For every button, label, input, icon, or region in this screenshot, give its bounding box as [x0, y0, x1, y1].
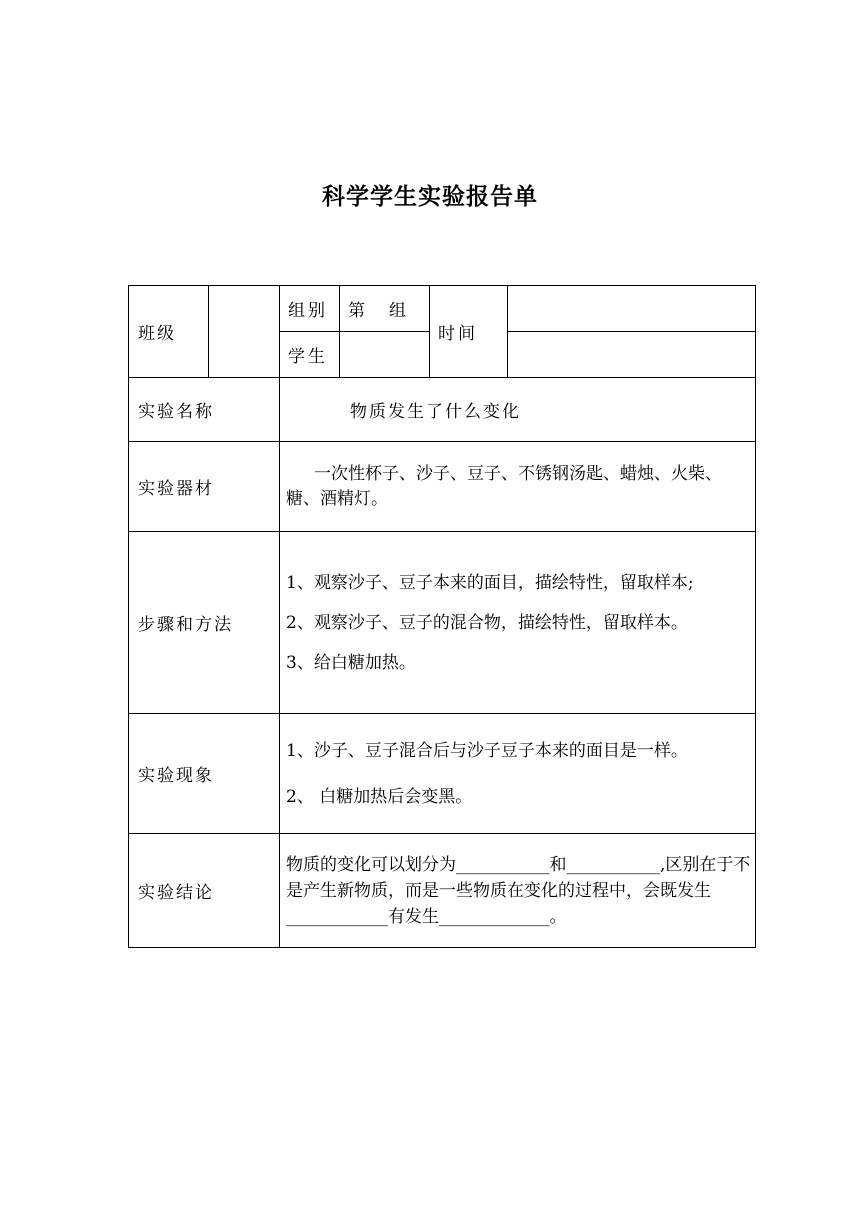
step-item: 1、观察沙子、豆子本来的面目，描绘特性，留取样本; — [286, 572, 694, 593]
student-value-field[interactable] — [340, 332, 430, 378]
time-value-field-2[interactable] — [508, 332, 756, 378]
phenomenon-list — [280, 714, 756, 834]
group-value-field[interactable] — [340, 286, 430, 332]
phenomenon-item: 2、 白糖加热后会变黑。 — [286, 786, 473, 807]
experiment-name-label: 实验名称 — [129, 378, 280, 442]
equipment-value: 一次性杯子、沙子、豆子、不锈钢汤匙、蜡烛、火柴、糖、酒精灯。 — [280, 442, 756, 532]
class-value-field[interactable] — [209, 286, 280, 378]
step-item: 3、给白糖加热。 — [286, 652, 416, 673]
experiment-name-value: 物质发生了什么变化 — [280, 378, 756, 442]
report-table — [128, 285, 756, 948]
phenomenon-item: 1、沙子、豆子混合后与沙子豆子本来的面目是一样。 — [286, 740, 688, 761]
time-value-field[interactable] — [508, 286, 756, 332]
conclusion-label: 实验结论 — [129, 834, 280, 948]
group-label: 组别 — [280, 286, 340, 332]
class-label: 班级 — [129, 286, 209, 378]
steps-list — [280, 532, 756, 714]
equipment-label: 实验器材 — [129, 442, 280, 532]
steps-label: 步骤和方法 — [129, 532, 280, 714]
group-suffix: 组 — [389, 301, 408, 321]
page-title: 科学学生实验报告单 — [322, 184, 538, 210]
group-prefix: 第 — [348, 301, 367, 321]
student-label: 学生 — [280, 332, 340, 378]
time-label: 时间 — [430, 286, 508, 378]
step-item: 2、观察沙子、豆子的混合物，描绘特性，留取样本。 — [286, 612, 688, 633]
conclusion-value: 物质的变化可以划分为___________和___________,区别在于不是产生新物质，而是一些物质在变化的过程中，会既发生____________有发生_____________。 — [280, 834, 756, 948]
phenomenon-label: 实验现象 — [129, 714, 280, 834]
